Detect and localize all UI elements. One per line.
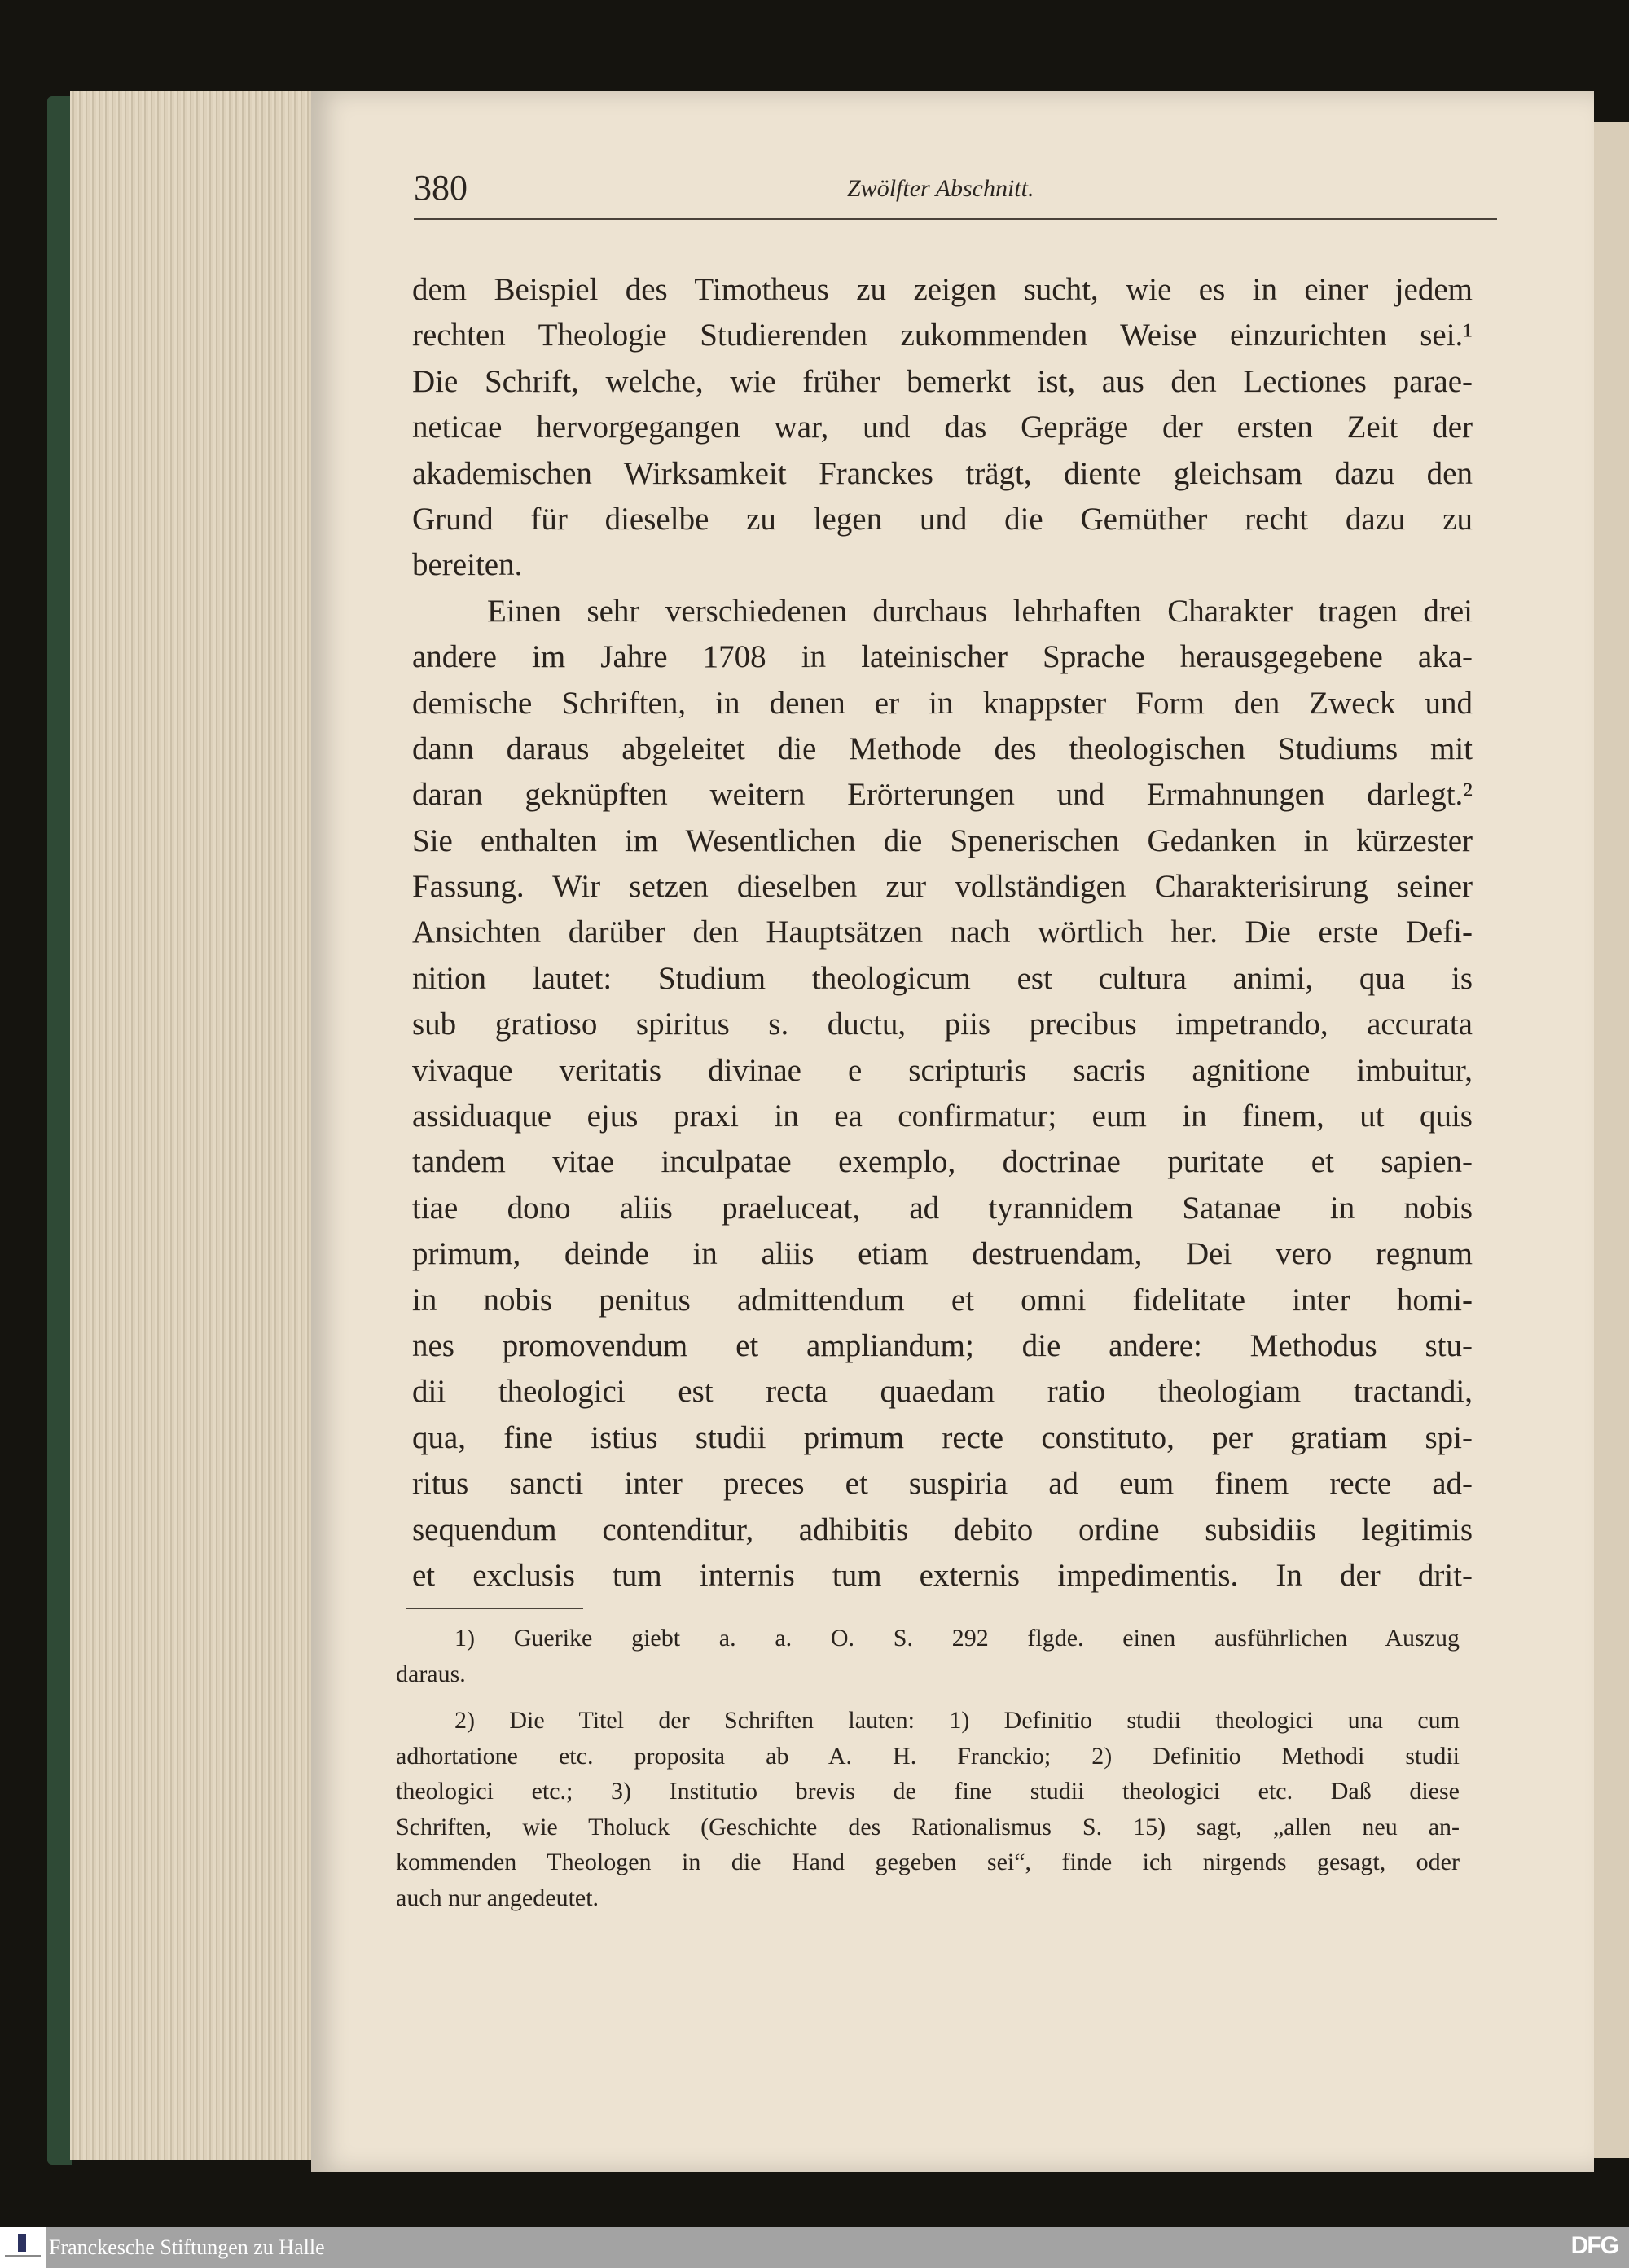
text-line: tiae dono aliis praeluceat, ad tyrannidem Satanae in nobis <box>412 1190 1473 1226</box>
header-rule <box>414 218 1497 220</box>
footnote-line: theologici etc.; 3) Institutio brevis de fine studii theologici etc. Daß diese <box>396 1778 1460 1805</box>
footnote-line: 2) Die Titel der Schriften lauten: 1) Definitio studii theologici una cum <box>454 1707 1460 1734</box>
text-line: dann daraus abgeleitet die Methode des theologischen Studiums mit <box>412 730 1473 766</box>
text-line: sub gratioso spiritus s. ductu, piis precibus impetrando, accurata <box>412 1007 1473 1042</box>
text-line: in nobis penitus admittendum et omni fidelitate inter homi- <box>412 1282 1473 1318</box>
text-line: assiduaque ejus praxi in ea confirmatur; eum in finem, ut quis <box>412 1099 1473 1134</box>
footnote-line: adhortatione etc. proposita ab A. H. Franckio; 2) Definitio Methodi studii <box>396 1742 1460 1770</box>
text-line: vivaque veritatis divinae e scripturis sacris agnitione imbuitur, <box>412 1052 1473 1088</box>
text-line: qua, fine istius studii primum recte constituto, per gratiam spi- <box>412 1419 1473 1455</box>
text-line: dem Beispiel des Timotheus zu zeigen sucht, wie es in einer jedem <box>412 272 1473 307</box>
footnote-rule <box>406 1608 583 1609</box>
text-line: Ansichten darüber den Hauptsätzen nach wörtlich her. Die erste Defi- <box>412 915 1473 950</box>
text-line: akademischen Wirksamkeit Franckes trägt, diente gleichsam dazu den <box>412 455 1473 491</box>
footnote-line: kommenden Theologen in die Hand gegeben sei“, finde ich nirgends gesagt, oder <box>396 1849 1460 1875</box>
text-line: nes promovendum et ampliandum; die andere: Methodus stu- <box>412 1327 1473 1363</box>
page-stack <box>70 91 314 2160</box>
dfg-logo: DFG <box>1570 2232 1618 2259</box>
book-cover <box>47 96 72 2165</box>
text-line: tandem vitae inculpatae exemplo, doctrinae puritate et sapien- <box>412 1144 1473 1180</box>
text-line: Einen sehr verschiedenen durchaus lehrhaften Charakter tragen drei <box>487 593 1473 629</box>
footnote-line: auch nur angedeutet. <box>396 1884 599 1911</box>
text-line: sequendum contenditur, adhibitis debito ordine subsidiis legitimis <box>412 1511 1473 1547</box>
page-number: 380 <box>414 168 468 208</box>
text-line: andere im Jahre 1708 in lateinischer Sprache herausgegebene aka- <box>412 639 1473 675</box>
text-line: bereiten. <box>412 547 523 583</box>
text-line: Grund für dieselbe zu legen und die Gemüther recht dazu zu <box>412 501 1473 537</box>
text-line: Sie enthalten im Wesentlichen die Spenerischen Gedanken in kürzester <box>412 823 1473 858</box>
institution-logo-icon <box>0 2227 46 2268</box>
text-line: primum, deinde in aliis etiam destruendam, Dei vero regnum <box>412 1236 1473 1272</box>
text-line: nition lautet: Studium theologicum est cultura animi, qua is <box>412 960 1473 996</box>
text-line: neticae hervorgegangen war, und das Gepräge der ersten Zeit der <box>412 410 1473 445</box>
next-page-edge <box>1594 122 1629 2158</box>
footnote-line: Schriften, wie Tholuck (Geschichte des Rationalismus S. 15) sagt, „allen neu an- <box>396 1813 1460 1840</box>
footnote-line: 1) Guerike giebt a. a. O. S. 292 flgde. einen ausführlichen Auszug <box>454 1625 1460 1652</box>
institution-name: Franckesche Stiftungen zu Halle <box>49 2235 325 2259</box>
text-line: ritus sancti inter preces et suspiria ad eum finem recte ad- <box>412 1466 1473 1502</box>
footnotes <box>396 1621 1460 1915</box>
text-line: Die Schrift, welche, wie früher bemerkt ist, aus den Lectiones parae- <box>412 363 1473 399</box>
running-title: Zwölfter Abschnitt. <box>847 175 1034 202</box>
text-line: et exclusis tum internis tum externis impedimentis. In der drit- <box>412 1557 1473 1593</box>
text-line: rechten Theologie Studierenden zukommenden Weise einzurichten sei.¹ <box>412 318 1473 353</box>
text-line: daran geknüpften weitern Erörterungen und Ermahnungen darlegt.² <box>412 777 1473 813</box>
text-line: Fassung. Wir setzen dieselben zur vollständigen Charakterisirung seiner <box>412 869 1473 905</box>
body-text <box>412 267 1473 1599</box>
footnote-line: daraus. <box>396 1660 466 1687</box>
text-line: dii theologici est recta quaedam ratio theologiam tractandi, <box>412 1374 1473 1410</box>
text-line: demische Schriften, in denen er in knappster Form den Zweck und <box>412 685 1473 721</box>
footer-bar <box>0 2227 1629 2268</box>
